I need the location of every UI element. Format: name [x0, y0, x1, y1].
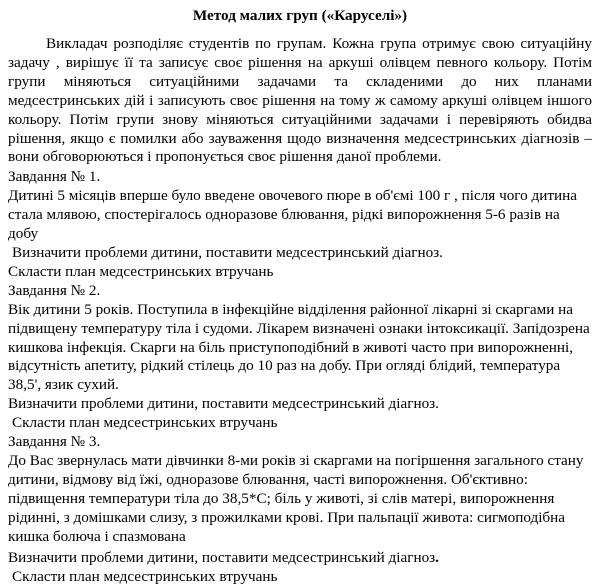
task-2-question-plan: Скласти план медсестринських втручань: [12, 414, 278, 432]
task-3-question-diagnosis-period: .: [435, 549, 439, 567]
intro-paragraph: Викладач розподіляє студентів по групам. Кожна група отримує свою ситуаційну задачу , вирішує її та записує своє рішення на аркуші олівцем певного кольору. Потім групи міняються ситуаційними задачами та складеними до них планами медсестринських дій і записують своє рішення на тому ж самому аркуші олівцем іншого кольору. Потім групи знову міняються ситуаційними задачами і перевіряють обидва рішення, якщо є помилки або зауваження щодо визначення медсестринських діагнозів – вони обговорюються і пропонується своє рішення даної проблеми.: [8, 35, 592, 166]
page-title: Метод малих груп («Каруселі»): [192, 7, 408, 24]
task-2-question-diagnosis: Визначити проблеми дитини, поставити медсестринський діагноз.: [8, 395, 439, 413]
task-1-text: Дитині 5 місяців вперше було введене овочевого пюре в об'ємі 100 г , після чого дитина стала млявою, спостерігалось одноразове блювання, рідкі випорожнення 5-6 разів на добу: [8, 187, 578, 243]
task-3-question-diagnosis-text: Визначити проблеми дитини, поставити медсестринський діагноз: [8, 549, 436, 567]
task-3-question-plan: Скласти план медсестринських втручань: [12, 568, 278, 586]
task-3-question-diagnosis: [8, 549, 592, 568]
task-2-heading: Завдання № 2.: [8, 281, 101, 299]
task-1-question-diagnosis: Визначити проблеми дитини, поставити медсестринський діагноз.: [12, 243, 443, 261]
task-3-heading: Завдання № 3.: [8, 433, 101, 451]
task-2-text: Вік дитини 5 років. Поступила в інфекційне відділення районної лікарні зі скаргами на підвищену температуру тіла і судоми. Лікарем визначені ознаки інтоксикації. Запідозрена кишкова інфекція. Скарги на біль приступоподібний в животі часто при випорожненні, відсутність апетиту, рідкий стілець до 10 раз на добу. При огляді блідий, температура 38,5', язик сухий.: [8, 300, 590, 394]
task-3-text: До Вас звернулась мати дівчинки 8-ми років зі скаргами на погіршення загального стану дитини, відмову від їжі, одноразове блювання, часті випорожнення. Об'єктивно: підвищення температури тіла до 38,5*С; біль у животі, зі слів матері, випорожнення рідинні, з домішками слизу, з прожилками крові. При пальпації живота: сигмоподібна кишка болюча і спазмована: [8, 451, 584, 545]
task-1-question-plan: Скласти план медсестринських втручань: [8, 262, 274, 280]
task-1-heading: Завдання № 1.: [8, 168, 101, 186]
